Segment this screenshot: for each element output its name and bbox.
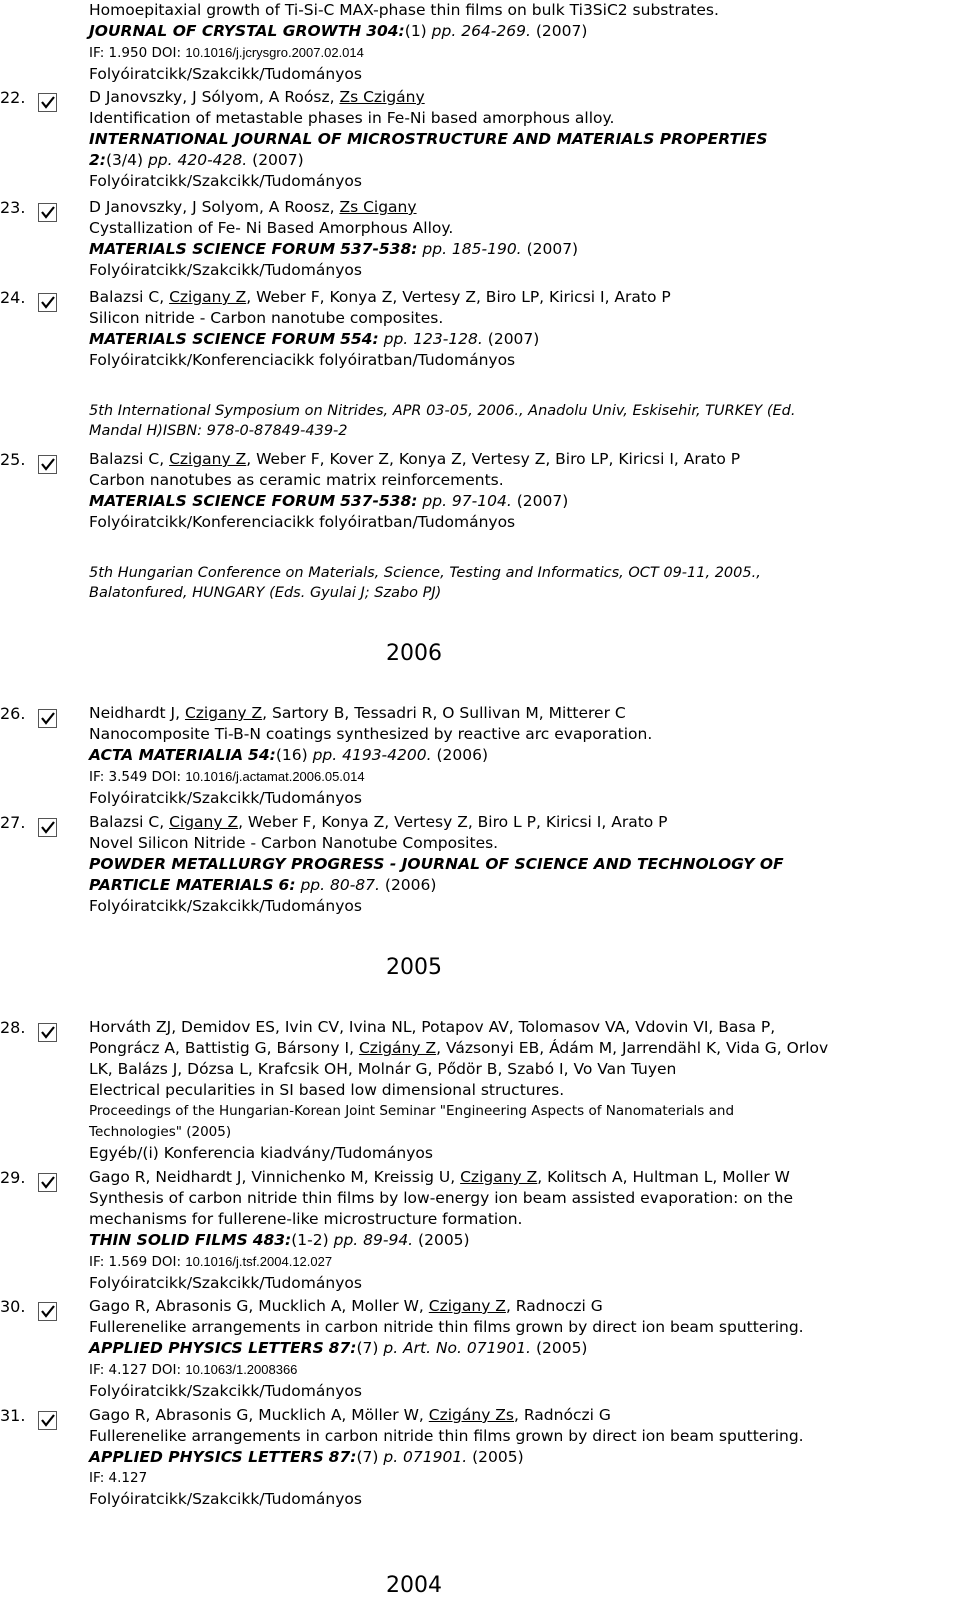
pub-title: Nanocomposite Ti-B-N coatings synthesized by reactive arc evaporation. [89, 725, 653, 743]
proceedings: Proceedings of the Hungarian-Korean Joint Seminar "Engineering Aspects of Nanomaterials and [89, 1103, 735, 1119]
pub-journal: MATERIALS SCIENCE FORUM [89, 492, 336, 510]
pub-authors: Balazsi C, Czigany Z, Weber F, Konya Z, Vertesy Z, Biro LP, Kiricsi I, Arato P [89, 288, 671, 306]
impact-factor: 1.950 [108, 45, 148, 61]
pub-title: Identification of metastable phases in Fe-Ni based amorphous alloy. [89, 109, 615, 127]
impact-factor: 4.127 [108, 1470, 148, 1486]
impact-factor: 4.127 [108, 1362, 148, 1378]
author-link[interactable]: Czigany Z [460, 1168, 538, 1186]
checkmark-icon [38, 709, 57, 728]
publication-entry: 25. Balazsi C, Czigany Z, Weber F, Kover Z, Konya Z, Vertesy Z, Biro LP, Kiricsi I, Arato P Carbon nanotubes as ceramic matrix reinforcements. MATERIALS SCIENCE FORUM 537-538: pp. 97-104. (2007) Folyóiratcikk/Konferenciacikk folyóiratban/Tudományos 5th Hungarian Conference on Materials, Science, Testing and Informatics, OCT 09-11, 2005., Balatonfured, HUNGARY (Eds. Gyulai J; Szabo PJ) [0, 450, 761, 601]
publication-entry: 27. Balazsi C, Cigany Z, Weber F, Konya Z, Vertesy Z, Biro L P, Kiricsi I, Arato P Novel Silicon Nitride - Carbon Nanotube Composites. POWDER METALLURGY PROGRESS - JOURNAL OF SCIENCE AND TECHNOLOGY OF PARTICLE MATERIALS 6: pp. 80-87. (2006) Folyóiratcikk/Szakcikk/Tudományos [0, 813, 784, 915]
entry-number: 29. [0, 1168, 26, 1187]
pub-title: Fullerenelike arrangements in carbon nitride thin films grown by direct ion beam sputtering. [89, 1318, 804, 1336]
pub-type: Folyóiratcikk/Szakcikk/Tudományos [89, 1490, 362, 1508]
pub-journal: JOURNAL OF CRYSTAL GROWTH [89, 22, 362, 40]
pub-journal: THIN SOLID FILMS [89, 1231, 248, 1249]
pub-journal: APPLIED PHYSICS LETTERS [89, 1448, 324, 1466]
impact-factor: 1.569 [108, 1254, 148, 1270]
conference-info: 5th Hungarian Conference on Materials, Science, Testing and Informatics, OCT 09-11, 2005., [89, 565, 761, 581]
pub-title: Cystallization of Fe- Ni Based Amorphous Alloy. [89, 219, 454, 237]
author-link[interactable]: Zs Czigány [339, 88, 425, 106]
impact-factor: 3.549 [108, 769, 148, 785]
checkmark-icon [38, 1173, 57, 1192]
author-link[interactable]: Czigany Z [428, 1297, 506, 1315]
author-link[interactable]: Czigany Z [169, 450, 247, 468]
checkmark-icon [38, 1411, 57, 1430]
publication-entry: 26. Neidhardt J, Czigany Z, Sartory B, Tessadri R, O Sullivan M, Mitterer C Nanocomposite Ti-B-N coatings synthesized by reactive arc evaporation. ACTA MATERIALIA 54:(16) pp. 4193-4200. (2006) IF: 3.549 DOI: 10.1016/j.actamat.2006.05.014 Folyóiratcikk/Szakcikk/Tudományos [0, 704, 653, 807]
entry-number: 28. [0, 1018, 26, 1037]
entry-number: 26. [0, 704, 26, 723]
author-link[interactable]: Czigany Z [169, 288, 247, 306]
checkmark-icon [38, 293, 57, 312]
publication-entry: 30. Gago R, Abrasonis G, Mucklich A, Moller W, Czigany Z, Radnoczi G Fullerenelike arrangements in carbon nitride thin films grown by direct ion beam sputtering. APPLIED PHYSICS LETTERS 87:(7) p. Art. No. 071901. (2005) IF: 4.127 DOI: 10.1063/1.2008366 Folyóiratcikk/Szakcikk/Tudományos [0, 1297, 804, 1400]
pub-journal: ACTA MATERIALIA [89, 746, 244, 764]
pub-authors: Neidhardt J, Czigany Z, Sartory B, Tessadri R, O Sullivan M, Mitterer C [89, 704, 626, 722]
author-link[interactable]: Czigany Z [184, 704, 263, 722]
pub-journal: INTERNATIONAL JOURNAL OF MICROSTRUCTURE AND MATERIALS PROPERTIES [89, 130, 768, 148]
checkmark-icon [38, 1302, 57, 1321]
entry-number: 24. [0, 288, 26, 307]
pub-title: Fullerenelike arrangements in carbon nitride thin films grown by direct ion beam sputtering. [89, 1427, 804, 1445]
pub-authors: Balazsi C, Cigany Z, Weber F, Konya Z, Vertesy Z, Biro L P, Kiricsi I, Arato P [89, 813, 668, 831]
checkmark-icon [38, 455, 57, 474]
publication-entry: Homoepitaxial growth of Ti-Si-C MAX-phase thin films on bulk Ti3SiC2 substrates. JOURNAL OF CRYSTAL GROWTH 304:(1) pp. 264-269. (2007) IF: 1.950 DOI: 10.1016/j.jcrysgro.2007.02.014 Folyóiratcikk/Szakcikk/Tudományos [89, 1, 719, 83]
checkmark-icon [38, 818, 57, 837]
entry-number: 31. [0, 1406, 26, 1425]
author-link[interactable]: Czigány Zs [428, 1406, 515, 1424]
conference-isbn: Mandal H)ISBN: 978-0-87849-439-2 [89, 423, 348, 439]
pub-title: Homoepitaxial growth of Ti-Si-C MAX-phase thin films on bulk Ti3SiC2 substrates. [89, 1, 719, 19]
doi-link[interactable]: 10.1016/j.jcrysgro.2007.02.014 [185, 45, 364, 60]
pub-type: Folyóiratcikk/Konferenciacikk folyóiratban/Tudományos [89, 351, 516, 369]
pub-authors: Horváth ZJ, Demidov ES, Ivin CV, Ivina NL, Potapov AV, Tolomasov VA, Vdovin VI, Basa P, [89, 1018, 776, 1036]
author-link[interactable]: Czigány Z [358, 1039, 437, 1057]
publication-entry: 24. Balazsi C, Czigany Z, Weber F, Konya Z, Vertesy Z, Biro LP, Kiricsi I, Arato P Silicon nitride - Carbon nanotube composites. MATERIALS SCIENCE FORUM 554: pp. 123-128. (2007) Folyóiratcikk/Konferenciacikk folyóiratban/Tudományos 5th International Symposium on Nitrides, APR 03-05, 2006., Anadolu Univ, Eskisehir, TURKEY (Ed. Mandal H)ISBN: 978-0-87849-439-2 [0, 288, 796, 439]
doi-link[interactable]: 10.1016/j.tsf.2004.12.027 [185, 1254, 333, 1269]
pub-type: Folyóiratcikk/Konferenciacikk folyóiratban/Tudományos [89, 513, 516, 531]
pub-title: Synthesis of carbon nitride thin films by low-energy ion beam assisted evaporation: on the [89, 1189, 794, 1207]
publication-entry: 29. Gago R, Neidhardt J, Vinnichenko M, Kreissig U, Czigany Z, Kolitsch A, Hultman L, Moller W Synthesis of carbon nitride thin films by low-energy ion beam assisted evaporation: on the mechanisms for fullerene-like microstructure formation. THIN SOLID FILMS 483:(1-2) pp. 89-94. (2005) IF: 1.569 DOI: 10.1016/j.tsf.2004.12.027 Folyóiratcikk/Szakcikk/Tudományos [0, 1168, 794, 1292]
author-link[interactable]: Cigany Z [169, 813, 239, 831]
pub-journal: MATERIALS SCIENCE FORUM [89, 240, 336, 258]
publication-entry: 23. D Janovszky, J Solyom, A Roosz, Zs Cigany Cystallization of Fe- Ni Based Amorphous Alloy. MATERIALS SCIENCE FORUM 537-538: pp. 185-190. (2007) Folyóiratcikk/Szakcikk/Tudományos [0, 198, 579, 279]
checkmark-icon [38, 93, 57, 112]
pub-type: Folyóiratcikk/Szakcikk/Tudományos [89, 1274, 362, 1292]
year-heading: 2005 [386, 955, 442, 980]
pub-type: Folyóiratcikk/Szakcikk/Tudományos [89, 789, 362, 807]
pub-type: Folyóiratcikk/Szakcikk/Tudományos [89, 897, 362, 915]
year-heading: 2004 [386, 1573, 442, 1598]
pub-authors: Balazsi C, Czigany Z, Weber F, Kover Z, Konya Z, Vertesy Z, Biro LP, Kiricsi I, Arato P [89, 450, 741, 468]
pub-authors: Gago R, Abrasonis G, Mucklich A, Möller W, Czigány Zs, Radnóczi G [89, 1406, 611, 1424]
pub-authors: Gago R, Neidhardt J, Vinnichenko M, Kreissig U, Czigany Z, Kolitsch A, Hultman L, Moller W [89, 1168, 790, 1186]
pub-journal: MATERIALS SCIENCE FORUM [89, 330, 336, 348]
publication-entry: 28. Horváth ZJ, Demidov ES, Ivin CV, Ivina NL, Potapov AV, Tolomasov VA, Vdovin VI, Basa P, Pongrácz A, Battistig G, Bársony I, Czigány Z, Vázsonyi EB, Ádám M, Jarrendähl K, Vida G, Orlov LK, Balázs J, Dózsa L, Krafcsik OH, Molnár G, Pődör B, Szabó I, Vo Van Tuyen Electrical pecularities in SI based low dimensional structures. Proceedings of the Hungarian-Korean Joint Seminar "Engineering Aspects of Nanomaterials and Technologies" (2005) Egyéb/(i) Konferencia kiadvány/Tudományos [0, 1018, 829, 1162]
checkmark-icon [38, 1023, 57, 1042]
year-heading: 2006 [386, 641, 442, 666]
pub-journal: POWDER METALLURGY PROGRESS - JOURNAL OF SCIENCE AND TECHNOLOGY OF [89, 855, 784, 873]
entry-number: 25. [0, 450, 26, 469]
author-link[interactable]: Zs Cigany [339, 198, 417, 216]
pub-type: Folyóiratcikk/Szakcikk/Tudományos [89, 261, 362, 279]
entry-number: 27. [0, 813, 26, 832]
pub-type: Folyóiratcikk/Szakcikk/Tudományos [89, 65, 362, 83]
checkmark-icon [38, 203, 57, 222]
entry-number: 22. [0, 88, 26, 107]
pub-title: Electrical pecularities in SI based low dimensional structures. [89, 1081, 565, 1099]
pub-authors: D Janovszky, J Solyom, A Roosz, Zs Cigany [89, 198, 417, 216]
pub-type: Egyéb/(i) Konferencia kiadvány/Tudományos [89, 1144, 433, 1162]
pub-title: Carbon nanotubes as ceramic matrix reinforcements. [89, 471, 504, 489]
publication-entry: 31. Gago R, Abrasonis G, Mucklich A, Möller W, Czigány Zs, Radnóczi G Fullerenelike arrangements in carbon nitride thin films grown by direct ion beam sputtering. APPLIED PHYSICS LETTERS 87:(7) p. 071901. (2005) IF: 4.127 Folyóiratcikk/Szakcikk/Tudományos [0, 1406, 804, 1508]
conference-info: 5th International Symposium on Nitrides, APR 03-05, 2006., Anadolu Univ, Eskisehir, TURKEY (Ed. [89, 403, 796, 419]
doi-link[interactable]: 10.1063/1.2008366 [185, 1362, 298, 1377]
pub-title: Novel Silicon Nitride - Carbon Nanotube Composites. [89, 834, 499, 852]
pub-title: Silicon nitride - Carbon nanotube composites. [89, 309, 444, 327]
pub-authors: Gago R, Abrasonis G, Mucklich A, Moller W, Czigany Z, Radnoczi G [89, 1297, 603, 1315]
doi-link[interactable]: 10.1016/j.actamat.2006.05.014 [185, 769, 365, 784]
publication-entry: 22. D Janovszky, J Sólyom, A Roósz, Zs Czigány Identification of metastable phases in Fe-Ni based amorphous alloy. INTERNATIONAL JOURNAL OF MICROSTRUCTURE AND MATERIALS PROPERTIES 2:(3/4) pp. 420-428. (2007) Folyóiratcikk/Szakcikk/Tudományos [0, 88, 768, 190]
pub-journal: APPLIED PHYSICS LETTERS [89, 1339, 324, 1357]
entry-number: 30. [0, 1297, 26, 1316]
entry-number: 23. [0, 198, 26, 217]
pub-type: Folyóiratcikk/Szakcikk/Tudományos [89, 172, 362, 190]
pub-type: Folyóiratcikk/Szakcikk/Tudományos [89, 1382, 362, 1400]
pub-authors: D Janovszky, J Sólyom, A Roósz, Zs Czigány [89, 88, 425, 106]
conference-location: Balatonfured, HUNGARY (Eds. Gyulai J; Szabo PJ) [89, 585, 442, 601]
